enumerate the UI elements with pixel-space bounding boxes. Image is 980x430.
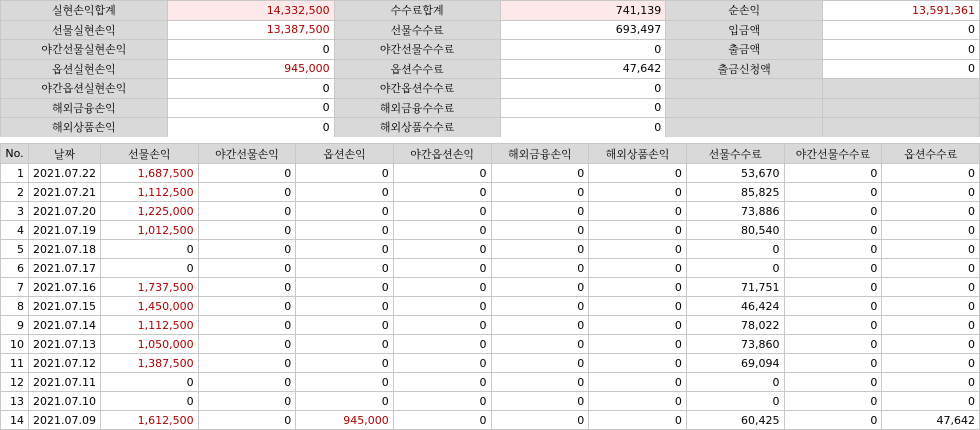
amount-cell: 0: [198, 240, 296, 259]
table-row[interactable]: [1, 335, 980, 354]
summary-row: [1, 79, 980, 99]
amount-cell: 0: [393, 221, 491, 240]
amount-cell: 0: [296, 316, 394, 335]
amount-cell: 0: [393, 259, 491, 278]
summary-label: [666, 98, 823, 118]
amount-cell: 0: [198, 297, 296, 316]
amount-cell: 0: [393, 373, 491, 392]
amount-cell: 80,540: [686, 221, 784, 240]
row-number-cell: 8: [1, 297, 29, 316]
summary-label: 출금액: [666, 40, 823, 60]
amount-cell: 0: [784, 278, 882, 297]
amount-cell: 945,000: [296, 411, 394, 430]
column-header[interactable]: 야간선물수수료: [784, 144, 882, 164]
summary-row: [1, 118, 980, 138]
summary-label: 입금액: [666, 20, 823, 40]
summary-label: 해외상품수수료: [334, 118, 500, 138]
amount-cell: 0: [198, 392, 296, 411]
amount-cell: 0: [784, 240, 882, 259]
amount-cell: 0: [393, 278, 491, 297]
amount-cell: 1,050,000: [100, 335, 198, 354]
amount-cell: 0: [882, 202, 980, 221]
amount-cell: 0: [882, 164, 980, 183]
summary-value: 0: [823, 59, 980, 79]
table-row[interactable]: [1, 392, 980, 411]
amount-cell: 0: [491, 411, 589, 430]
date-cell: 2021.07.19: [28, 221, 100, 240]
summary-label: 옵션수수료: [334, 59, 500, 79]
amount-cell: 0: [100, 373, 198, 392]
summary-value: 14,332,500: [167, 1, 334, 21]
amount-cell: 1,225,000: [100, 202, 198, 221]
amount-cell: 0: [198, 221, 296, 240]
table-row[interactable]: [1, 278, 980, 297]
amount-cell: 73,860: [686, 335, 784, 354]
amount-cell: 0: [491, 202, 589, 221]
amount-cell: 0: [589, 297, 687, 316]
date-cell: 2021.07.20: [28, 202, 100, 221]
row-number-cell: 3: [1, 202, 29, 221]
amount-cell: 0: [784, 316, 882, 335]
amount-cell: 0: [393, 240, 491, 259]
date-cell: 2021.07.17: [28, 259, 100, 278]
amount-cell: 0: [198, 411, 296, 430]
amount-cell: 0: [882, 392, 980, 411]
date-cell: 2021.07.22: [28, 164, 100, 183]
row-number-cell: 1: [1, 164, 29, 183]
table-row[interactable]: [1, 164, 980, 183]
date-cell: 2021.07.16: [28, 278, 100, 297]
summary-row: [1, 20, 980, 40]
amount-cell: 0: [393, 164, 491, 183]
amount-cell: 0: [589, 278, 687, 297]
table-row[interactable]: [1, 259, 980, 278]
summary-row: [1, 1, 980, 21]
amount-cell: 0: [589, 202, 687, 221]
date-cell: 2021.07.11: [28, 373, 100, 392]
amount-cell: 0: [198, 202, 296, 221]
amount-cell: 0: [393, 411, 491, 430]
amount-cell: 0: [100, 259, 198, 278]
amount-cell: 0: [100, 392, 198, 411]
summary-value: 693,497: [500, 20, 666, 40]
date-cell: 2021.07.10: [28, 392, 100, 411]
amount-cell: 0: [882, 183, 980, 202]
summary-value: 945,000: [167, 59, 334, 79]
summary-value: 0: [167, 40, 334, 60]
summary-label: 해외금융수수료: [334, 98, 500, 118]
amount-cell: 0: [491, 373, 589, 392]
amount-cell: 0: [198, 373, 296, 392]
amount-cell: 69,094: [686, 354, 784, 373]
amount-cell: 0: [589, 354, 687, 373]
amount-cell: 0: [296, 259, 394, 278]
summary-body: [1, 1, 980, 138]
summary-value: [823, 79, 980, 99]
amount-cell: 0: [491, 392, 589, 411]
amount-cell: 0: [393, 354, 491, 373]
summary-value: 0: [823, 20, 980, 40]
summary-table: [0, 0, 980, 138]
row-number-cell: 7: [1, 278, 29, 297]
summary-value: 13,387,500: [167, 20, 334, 40]
summary-label: [666, 79, 823, 99]
summary-label: 선물실현손익: [1, 20, 168, 40]
amount-cell: 0: [491, 164, 589, 183]
amount-cell: 0: [589, 164, 687, 183]
amount-cell: 47,642: [882, 411, 980, 430]
amount-cell: 53,670: [686, 164, 784, 183]
summary-label: 야간선물실현손익: [1, 40, 168, 60]
column-header[interactable]: 야간선물손익: [198, 144, 296, 164]
summary-label: 해외상품손익: [1, 118, 168, 138]
amount-cell: 0: [784, 202, 882, 221]
column-header[interactable]: 선물수수료: [686, 144, 784, 164]
amount-cell: 0: [198, 335, 296, 354]
amount-cell: 0: [296, 240, 394, 259]
amount-cell: 0: [882, 297, 980, 316]
summary-value: 0: [823, 40, 980, 60]
table-row[interactable]: [1, 354, 980, 373]
summary-value: [823, 98, 980, 118]
amount-cell: 0: [393, 202, 491, 221]
summary-value: 0: [500, 40, 666, 60]
amount-cell: 0: [296, 297, 394, 316]
amount-cell: 78,022: [686, 316, 784, 335]
amount-cell: 0: [100, 240, 198, 259]
row-number-cell: 6: [1, 259, 29, 278]
amount-cell: 0: [686, 373, 784, 392]
amount-cell: 85,825: [686, 183, 784, 202]
summary-label: 야간옵션수수료: [334, 79, 500, 99]
summary-label: 야간옵션실현손익: [1, 79, 168, 99]
amount-cell: 0: [198, 164, 296, 183]
summary-value: 0: [167, 79, 334, 99]
amount-cell: 0: [784, 354, 882, 373]
amount-cell: 0: [393, 335, 491, 354]
summary-row: [1, 59, 980, 79]
amount-cell: 0: [589, 240, 687, 259]
amount-cell: 0: [491, 278, 589, 297]
amount-cell: 0: [882, 354, 980, 373]
amount-cell: 0: [784, 297, 882, 316]
table-row[interactable]: [1, 183, 980, 202]
amount-cell: 0: [198, 354, 296, 373]
summary-label: 옵션실현손익: [1, 59, 168, 79]
row-number-cell: 9: [1, 316, 29, 335]
summary-value: [823, 118, 980, 138]
amount-cell: 0: [784, 373, 882, 392]
column-header[interactable]: 옵션수수료: [882, 144, 980, 164]
amount-cell: 73,886: [686, 202, 784, 221]
amount-cell: 0: [589, 373, 687, 392]
date-cell: 2021.07.14: [28, 316, 100, 335]
amount-cell: 0: [882, 259, 980, 278]
table-row[interactable]: [1, 240, 980, 259]
row-number-cell: 12: [1, 373, 29, 392]
row-number-cell: 13: [1, 392, 29, 411]
amount-cell: 0: [491, 316, 589, 335]
summary-label: 실현손익합계: [1, 1, 168, 21]
amount-cell: 1,012,500: [100, 221, 198, 240]
amount-cell: 0: [784, 411, 882, 430]
date-cell: 2021.07.18: [28, 240, 100, 259]
amount-cell: 0: [296, 202, 394, 221]
amount-cell: 0: [491, 354, 589, 373]
summary-value: 0: [167, 118, 334, 138]
amount-cell: 0: [491, 183, 589, 202]
amount-cell: 0: [296, 392, 394, 411]
date-cell: 2021.07.21: [28, 183, 100, 202]
amount-cell: 0: [296, 164, 394, 183]
summary-label: 수수료합계: [334, 1, 500, 21]
amount-cell: 1,112,500: [100, 183, 198, 202]
amount-cell: 0: [686, 392, 784, 411]
amount-cell: 0: [589, 259, 687, 278]
amount-cell: 1,387,500: [100, 354, 198, 373]
amount-cell: 0: [882, 373, 980, 392]
column-header[interactable]: 옵션손익: [296, 144, 394, 164]
amount-cell: 0: [296, 278, 394, 297]
amount-cell: 0: [784, 221, 882, 240]
amount-cell: 0: [296, 335, 394, 354]
row-number-cell: 11: [1, 354, 29, 373]
amount-cell: 0: [589, 411, 687, 430]
amount-cell: 0: [882, 221, 980, 240]
summary-value: 741,139: [500, 1, 666, 21]
table-row[interactable]: [1, 202, 980, 221]
amount-cell: 0: [393, 183, 491, 202]
date-cell: 2021.07.13: [28, 335, 100, 354]
amount-cell: 60,425: [686, 411, 784, 430]
amount-cell: 1,687,500: [100, 164, 198, 183]
amount-cell: 0: [491, 297, 589, 316]
amount-cell: 0: [784, 183, 882, 202]
column-header[interactable]: 해외금융손익: [491, 144, 589, 164]
amount-cell: 46,424: [686, 297, 784, 316]
amount-cell: 0: [784, 392, 882, 411]
amount-cell: 1,737,500: [100, 278, 198, 297]
detail-header-row: [1, 144, 980, 164]
amount-cell: 0: [198, 316, 296, 335]
amount-cell: 0: [491, 221, 589, 240]
column-header[interactable]: 야간옵션손익: [393, 144, 491, 164]
summary-label: 순손익: [666, 1, 823, 21]
amount-cell: 0: [491, 335, 589, 354]
daily-detail-table: [0, 143, 980, 430]
row-number-cell: 14: [1, 411, 29, 430]
amount-cell: 0: [882, 240, 980, 259]
amount-cell: 0: [296, 354, 394, 373]
amount-cell: 0: [589, 335, 687, 354]
amount-cell: 0: [393, 297, 491, 316]
row-number-cell: 10: [1, 335, 29, 354]
table-row[interactable]: [1, 221, 980, 240]
amount-cell: 0: [198, 183, 296, 202]
amount-cell: 1,450,000: [100, 297, 198, 316]
amount-cell: 0: [296, 373, 394, 392]
amount-cell: 0: [393, 392, 491, 411]
table-row[interactable]: [1, 373, 980, 392]
amount-cell: 0: [198, 259, 296, 278]
amount-cell: 0: [784, 164, 882, 183]
amount-cell: 0: [589, 183, 687, 202]
date-cell: 2021.07.09: [28, 411, 100, 430]
summary-row: [1, 40, 980, 60]
summary-label: 야간선물수수료: [334, 40, 500, 60]
summary-value: 0: [500, 118, 666, 138]
amount-cell: 0: [882, 278, 980, 297]
summary-value: 13,591,361: [823, 1, 980, 21]
date-cell: 2021.07.15: [28, 297, 100, 316]
amount-cell: 0: [296, 221, 394, 240]
amount-cell: 0: [296, 183, 394, 202]
row-number-cell: 4: [1, 221, 29, 240]
amount-cell: 0: [393, 316, 491, 335]
summary-label: 선물수수료: [334, 20, 500, 40]
summary-label: 해외금융손익: [1, 98, 168, 118]
amount-cell: 0: [589, 221, 687, 240]
column-header[interactable]: 날짜: [28, 144, 100, 164]
amount-cell: 1,612,500: [100, 411, 198, 430]
table-row[interactable]: [1, 316, 980, 335]
summary-label: [666, 118, 823, 138]
column-header[interactable]: 해외상품손익: [589, 144, 687, 164]
row-number-cell: 5: [1, 240, 29, 259]
table-row[interactable]: [1, 297, 980, 316]
amount-cell: 0: [784, 335, 882, 354]
summary-label: 출금신청액: [666, 59, 823, 79]
amount-cell: 71,751: [686, 278, 784, 297]
amount-cell: 0: [686, 240, 784, 259]
amount-cell: 0: [491, 240, 589, 259]
amount-cell: 0: [589, 316, 687, 335]
amount-cell: 0: [784, 259, 882, 278]
date-cell: 2021.07.12: [28, 354, 100, 373]
column-header[interactable]: 선물손익: [100, 144, 198, 164]
summary-value: 0: [167, 98, 334, 118]
detail-body: [1, 164, 980, 430]
amount-cell: 0: [686, 259, 784, 278]
summary-value: 0: [500, 98, 666, 118]
amount-cell: 0: [882, 335, 980, 354]
row-number-cell: 2: [1, 183, 29, 202]
column-header[interactable]: No.: [1, 144, 29, 164]
amount-cell: 0: [882, 316, 980, 335]
summary-row: [1, 98, 980, 118]
amount-cell: 0: [589, 392, 687, 411]
amount-cell: 1,112,500: [100, 316, 198, 335]
summary-value: 47,642: [500, 59, 666, 79]
amount-cell: 0: [198, 278, 296, 297]
summary-value: 0: [500, 79, 666, 99]
amount-cell: 0: [491, 259, 589, 278]
